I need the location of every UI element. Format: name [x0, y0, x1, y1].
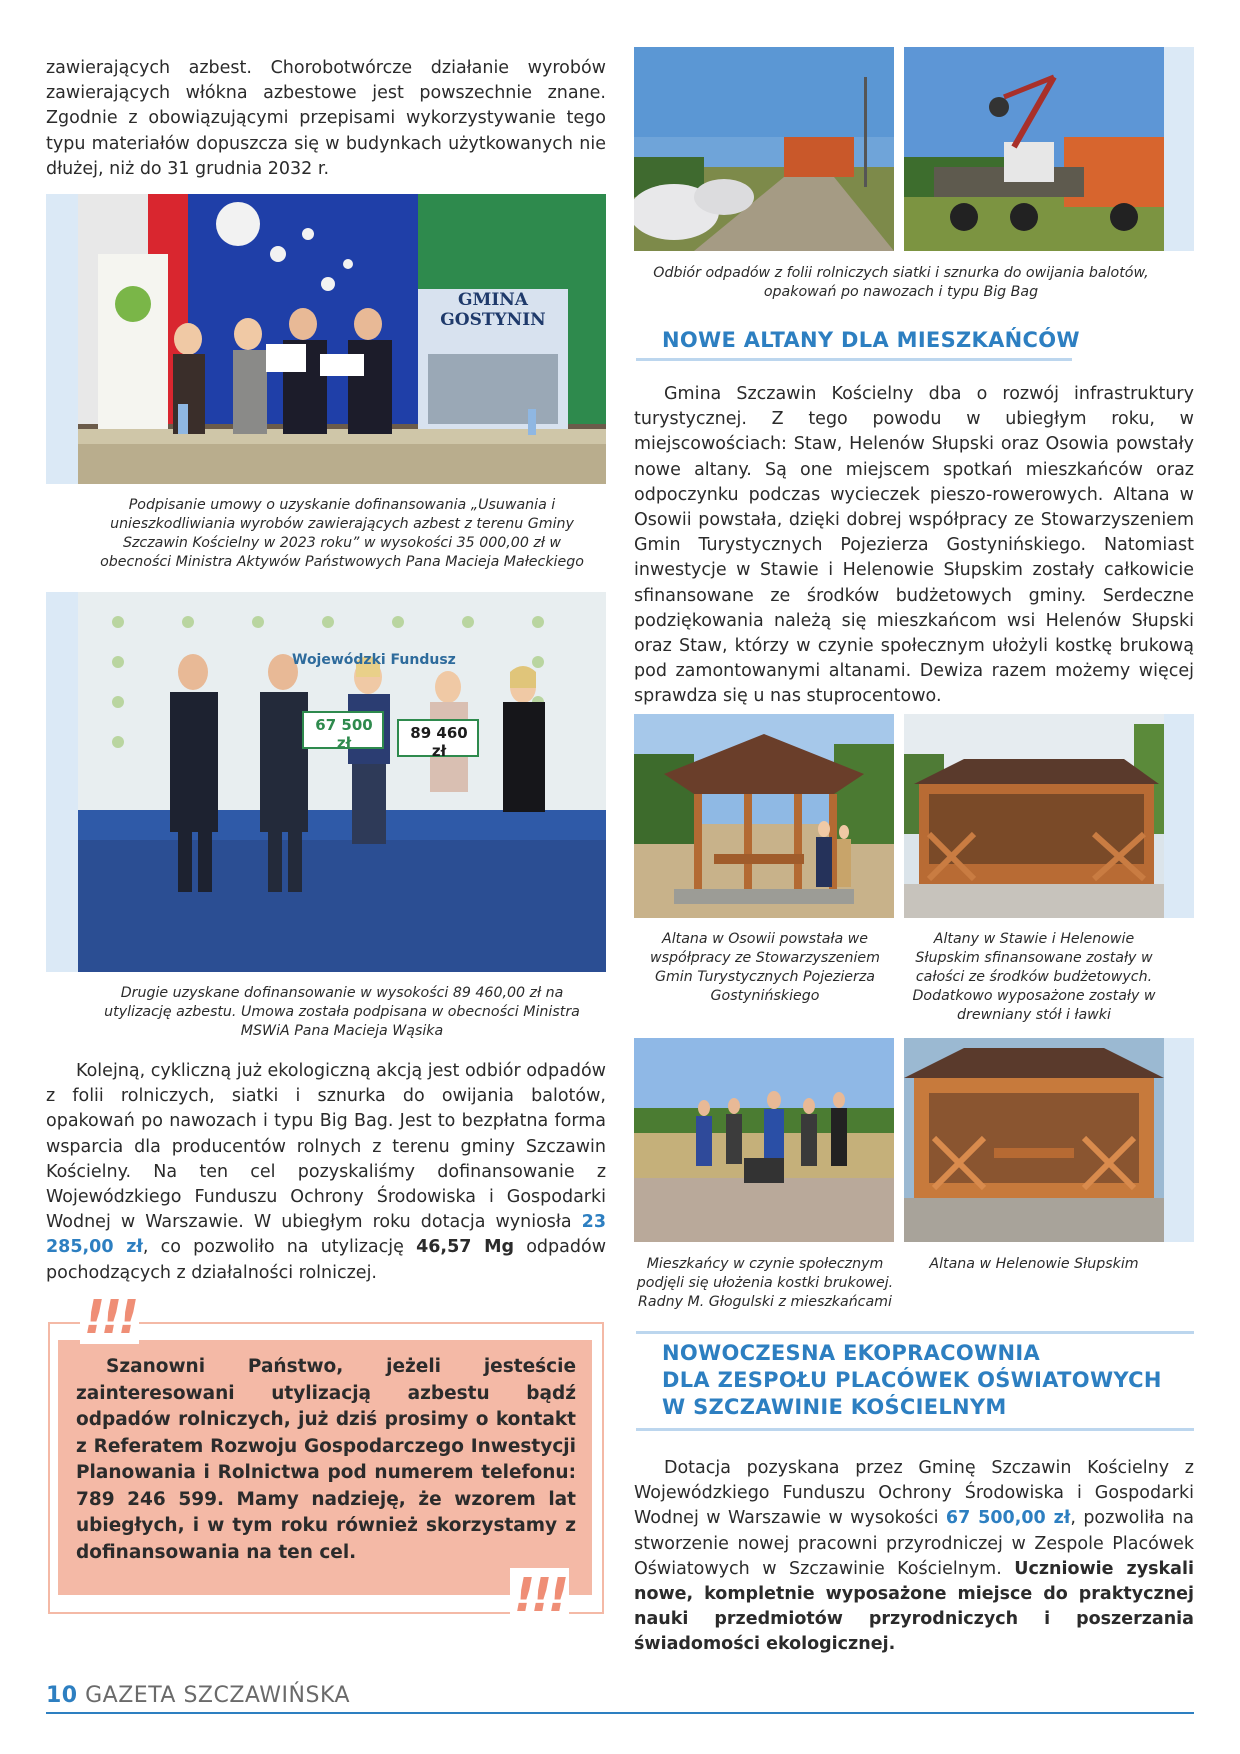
- gmina-sign-line1: GMINA: [457, 290, 529, 310]
- eko-amount: 67 500,00 zł: [945, 1508, 1071, 1529]
- section-altany-text: Gmina Szczawin Kościelny dba o rozwój infrastruktury turystycznej. Z tego powodu w ubiegłym roku, w miejscowościach: Staw, Helenów Słupski oraz Osowia powstały nowe altany. Są one miejscem spotkań mieszkańców oraz odpoczynku podczas wycieczek pieszo-rowerowych. Altana w Osowii powstała, dzięki dobrej współpracy ze Stowarzyszeniem Gmin Turystycznych Pojezierza Gostynińskiego. Natomiast inwestycje w Stawie i Helenowie Słupskim zostały całkowicie sfinansowane ze środków budżetowych gminy. Serdeczne podziękowania należą się mieszkańcom wsi Helenów Słupski oraz Staw, którzy w czynie społecznym ułożyli kostkę brukową pod zamontowanymi altanami. Dewiza razem możemy więcej sprawdza się u nas stuprocentowo.: [634, 384, 1194, 707]
- gazebo-staw-caption: Altany w Stawie i Helenowie Słupskim sfinansowane zostały w całości ze środków budżetowych. Dodatkowo wyposażone zostały w drewniany stół i ławki: [912, 931, 1156, 1023]
- cheque-67500: 67 500 zł: [315, 716, 373, 752]
- section-eko-bottom-rule: [636, 1428, 1194, 1431]
- top-photos-side-bar: [1164, 47, 1194, 251]
- eko-text-1: Dotacja pozyskana przez Gminę Szczawin Kościelny z Wojewódzkiego Funduszu Ochrony Środowiska i Gospodarki Wodnej w Warszawie w wysokości: [634, 1458, 1194, 1529]
- section-eko-text: [634, 1456, 1194, 1658]
- banner-text: Wojewódzki Fundusz: [292, 652, 456, 668]
- footer-rule: [46, 1712, 1194, 1714]
- section-eko-heading-1: NOWOCZESNA EKOPRACOWNIA: [662, 1341, 1040, 1365]
- cheque-group-photo: [78, 592, 606, 972]
- residents-caption: Mieszkańcy w czynie społecznym podjęli się ułożenia kostki brukowej. Radny M. Głogulski z mieszkańcami: [636, 1256, 894, 1310]
- recycling-text-2: , co pozwoliło na utylizację: [142, 1237, 417, 1258]
- gazebo-helenow-photo: [904, 1038, 1164, 1242]
- page-number: 10: [46, 1683, 78, 1708]
- top-photos-caption: Odbiór odpadów z folii rolniczych siatki i sznurka do owijania balotów, opakowań po nawozach i typu Big Bag: [653, 265, 1149, 300]
- exclamation-bottom-icon: !!!: [510, 1568, 569, 1622]
- callout-frame-left: [48, 1322, 50, 1612]
- recycling-text-1: Kolejną, cykliczną już ekologiczną akcją jest odbiór odpadów z folii rolniczych, siatki i sznurka do owijania balotów, opakowań po nawozach i typu Big Bag. Jest to bezpłatna forma wsparcia dla producentów rolnych z terenu gminy Szczawin Kościelny. Na ten cel pozyskaliśmy dofinansowanie z Wojewódzkiego Funduszu Ochrony Środowiska i Gospodarki Wodnej w Warszawie. W ubiegłym roku dotacja wyniosła: [46, 1061, 606, 1233]
- grant-amount: 23 285,00 zł: [46, 1212, 606, 1258]
- signing-ceremony-photo: [78, 194, 606, 484]
- section-eko-top-rule: [636, 1331, 1194, 1334]
- exclamation-top-icon: !!!: [80, 1290, 139, 1344]
- waste-mass: 46,57 Mg: [416, 1237, 515, 1258]
- gazebo-osowia-caption: Altana w Osowii powstała we współpracy ze Stowarzyszeniem Gmin Turystycznych Pojezierza Gostynińskiego: [650, 931, 880, 1004]
- section-eko-heading: [662, 1340, 1162, 1421]
- gmina-sign-line2: GOSTYNIN: [440, 310, 546, 330]
- page-footer: [46, 1683, 350, 1708]
- gazebo-row1-side-bar: [1164, 714, 1194, 918]
- publication-title: GAZETA SZCZAWIŃSKA: [85, 1683, 351, 1708]
- section-altany-rule: [636, 358, 1072, 361]
- section-eko-heading-3: W SZCZAWINIE KOŚCIELNYM: [662, 1395, 1007, 1419]
- callout-frame-right: [602, 1322, 604, 1612]
- photo2-side-bar: [46, 592, 78, 972]
- callout-text: Szanowni Państwo, jeżeli jesteście zainteresowani utylizacją azbestu bądź odpadów rolniczych, już dziś prosimy o kontakt z Referatem Rozwoju Gospodarczego Inwestycji Planowania i Rolnictwa pod numerem telefonu: 789 246 599. Mamy nadzieję, że wzorem lat ubiegłych, i w tym roku również skorzystamy z dofinansowania na ten cel.: [76, 1356, 576, 1563]
- photo2-caption: Drugie uzyskane dofinansowanie w wysokości 89 460,00 zł na utylizację azbestu. Umowa została podpisana w obecności Ministra MSWiA Pana Macieja Wąsika: [104, 985, 580, 1039]
- recycling-text-3: odpadów pochodzących z działalności rolniczej.: [46, 1237, 607, 1283]
- gazebo-helenow-caption: Altana w Helenowie Słupskim: [929, 1256, 1139, 1272]
- contact-callout: [58, 1340, 592, 1595]
- photo1-caption: Podpisanie umowy o uzyskanie dofinansowania „Usuwania i unieszkodliwiania wyrobów zawierających azbest z terenu Gminy Szczawin Kościelny w 2023 roku” w wysokości 35 000,00 zł w obecności Ministra Aktywów Państwowych Pana Macieja Małeckiego: [100, 497, 584, 570]
- section-eko-heading-2: DLA ZESPOŁU PLACÓWEK OŚWIATOWYCH: [662, 1368, 1162, 1392]
- intro-paragraph: zawierających azbest. Chorobotwórcze działanie wyrobów zawierających włókna azbestowe jest powszechnie znane. Zgodnie z obowiązującymi przepisami wykorzystywanie tego typu materiałów dopuszcza się w budynkach użytkowanych nie dłużej, niż do 31 grudnia 2032 r.: [46, 58, 606, 179]
- cheque-89460: 89 460 zł: [410, 724, 468, 760]
- recycling-paragraph: [46, 1059, 606, 1286]
- truck-loading-photo-1: [634, 47, 894, 251]
- gazebo-row2-side-bar: [1164, 1038, 1194, 1242]
- gazebo-staw-photo: [904, 714, 1164, 918]
- residents-photo: [634, 1038, 894, 1242]
- truck-loading-photo-2: [904, 47, 1164, 251]
- gazebo-osowia-photo: [634, 714, 894, 918]
- gmina-sign: [428, 290, 558, 330]
- eko-text-2: , pozwoliła na stworzenie nowej pracowni przyrodniczej w Zespole Placówek Oświatowych w Szczawinie Kościelnym.: [634, 1508, 1194, 1579]
- eko-text-bold: Uczniowie zyskali nowe, kompletnie wyposażone miejsce do praktycznej nauki przedmiotów przyrodniczych i poszerzania świadomości ekologicznej.: [634, 1558, 1194, 1655]
- section-altany-heading: NOWE ALTANY DLA MIESZKAŃCÓW: [662, 328, 1080, 352]
- photo1-side-bar: [46, 194, 78, 484]
